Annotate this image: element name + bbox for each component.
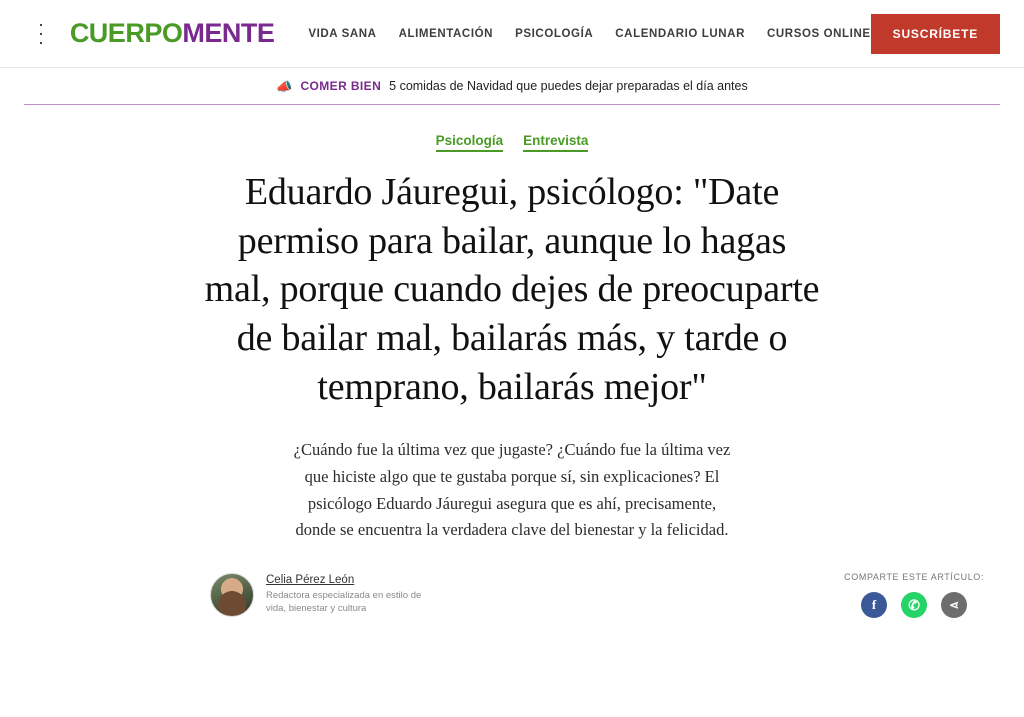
article-hero	[0, 105, 1024, 618]
ticker-kicker[interactable]: COMER BIEN	[300, 79, 382, 93]
author-description: Redactora especializada en estilo de vida, bienestar y cultura	[266, 590, 422, 614]
tag-psicologia[interactable]: Psicología	[436, 133, 504, 152]
article-standfirst: ¿Cuándo fue la última vez que jugaste? ¿Cuándo fue la última vez que hiciste algo que te gustaba porque sí, sin explicaciones? El psicólogo Eduardo Jáuregui asegura que es ahí, precisamente, donde se encuentra la verdadera clave del bienestar y la felicidad.	[293, 440, 731, 540]
nav-item-psicologia[interactable]: PSICOLOGÍA	[515, 27, 594, 40]
author-block[interactable]	[210, 573, 436, 617]
subscribe-button[interactable]: SUSCRÍBETE	[871, 14, 1000, 54]
facebook-share-icon[interactable]: f	[861, 592, 887, 618]
nav-item-calendario-lunar[interactable]: CALENDARIO LUNAR	[615, 27, 745, 40]
hamburger-menu-icon[interactable]	[40, 24, 42, 44]
author-name[interactable]: Celia Pérez León	[266, 574, 355, 587]
logo-part-mente: MENTE	[182, 18, 275, 48]
main-navigation	[308, 28, 870, 40]
byline-row	[0, 572, 1024, 618]
nav-item-cursos-online[interactable]: CURSOS ONLINE	[767, 27, 871, 40]
hamburger-bar	[40, 24, 42, 26]
logo-part-cuerpo: CUERPO	[69, 18, 183, 48]
share-label: COMPARTE ESTE ARTÍCULO:	[844, 572, 984, 582]
hamburger-bar	[40, 42, 42, 44]
tag-entrevista[interactable]: Entrevista	[523, 133, 588, 152]
site-logo[interactable]	[70, 18, 275, 49]
more-share-icon[interactable]: ⋖	[941, 592, 967, 618]
breaking-news-ticker[interactable]	[24, 68, 1000, 105]
site-header	[0, 0, 1024, 68]
megaphone-icon: 📣	[276, 78, 293, 94]
author-avatar	[210, 573, 254, 617]
nav-item-vida-sana[interactable]: VIDA SANA	[308, 27, 377, 40]
nav-item-alimentacion[interactable]: ALIMENTACIÓN	[398, 27, 494, 40]
hamburger-bar	[40, 33, 42, 35]
article-tags	[0, 133, 1024, 152]
share-icons	[844, 592, 984, 618]
whatsapp-share-icon[interactable]: ✆	[901, 592, 927, 618]
ticker-headline[interactable]: 5 comidas de Navidad que puedes dejar preparadas el día antes	[389, 79, 748, 93]
share-block	[844, 572, 984, 618]
author-text	[266, 574, 436, 616]
article-title: Eduardo Jáuregui, psicólogo: "Date permiso para bailar, aunque lo hagas mal, porque cuando dejes de preocuparte de bailar mal, bailarás más, y tarde o temprano, bailarás mejor"	[204, 171, 820, 408]
